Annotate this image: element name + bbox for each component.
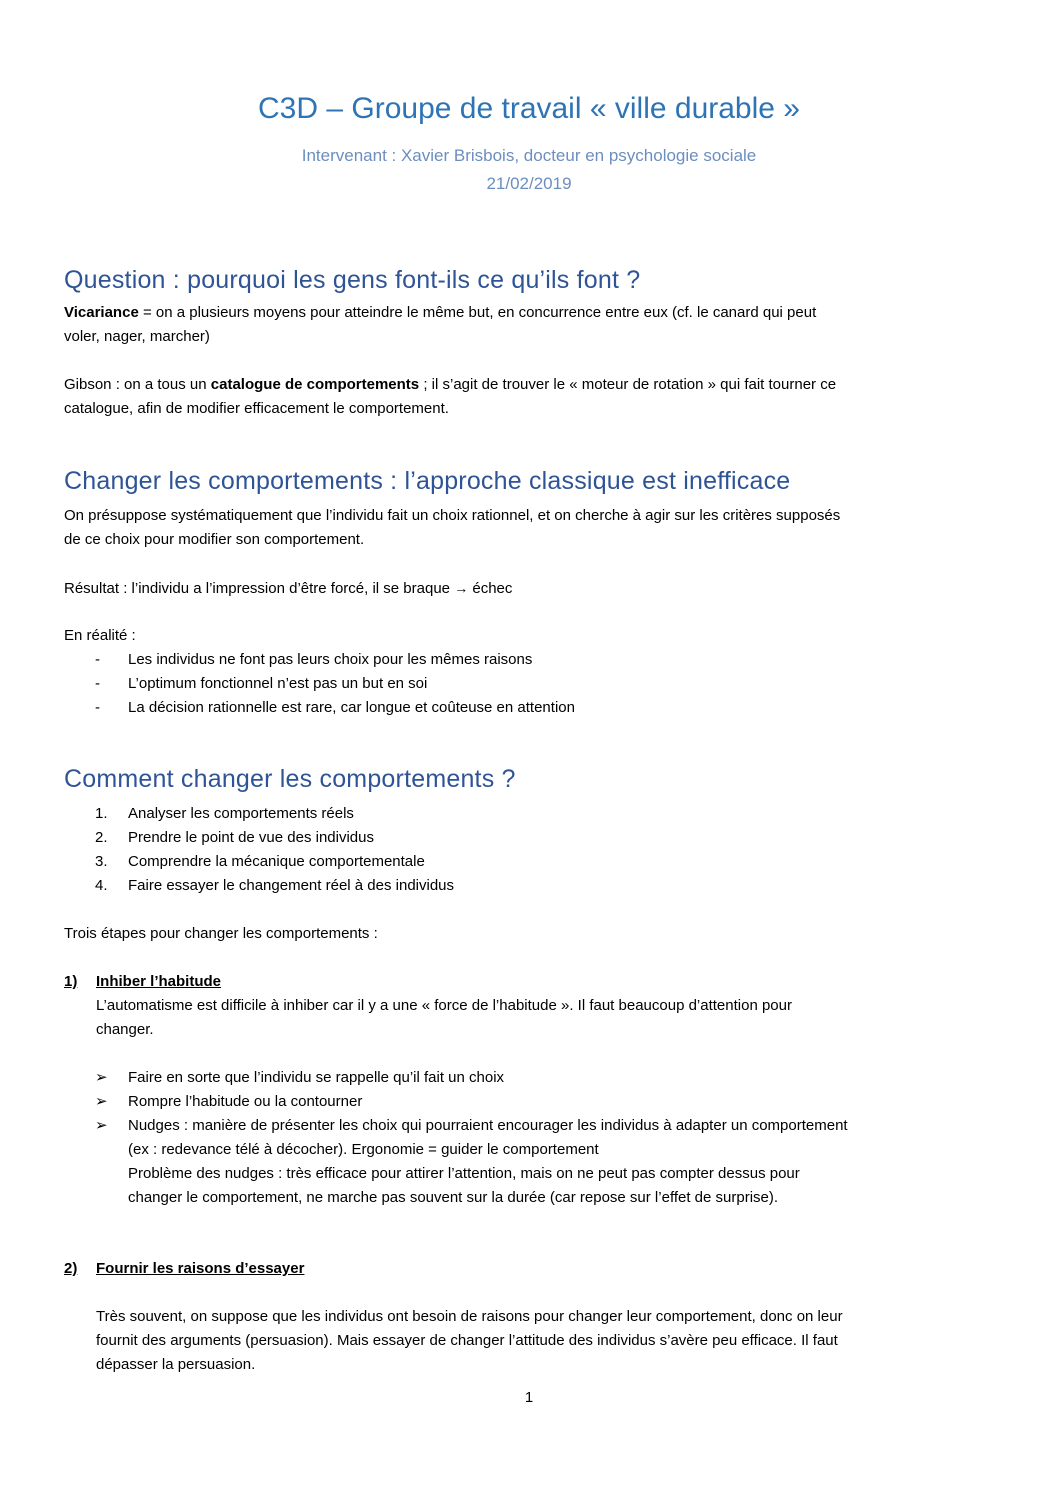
arrow-bullet-icon: ➢ (95, 1093, 108, 1110)
document-title: C3D – Groupe de travail « ville durable » (258, 92, 800, 125)
term-catalogue: catalogue de comportements (210, 376, 420, 393)
paragraph-line: catalogue, afin de modifier efficacement le comportement. (64, 400, 449, 417)
list-item: La décision rationnelle est rare, car longue et coûteuse en attention (128, 699, 575, 716)
list-number: 4. (95, 877, 108, 894)
list-number: 1. (95, 805, 108, 822)
paragraph-line: dépasser la persuasion. (96, 1356, 256, 1373)
paragraph-line: voler, nager, marcher) (64, 328, 210, 345)
section-heading-question: Question : pourquoi les gens font-ils ce qu’ils font ? (64, 266, 641, 294)
term-vicariance: Vicariance (64, 304, 139, 321)
list-item-continuation: Problème des nudges : très efficace pour attirer l’attention, mais on ne peut pas compter dessus pour (128, 1165, 800, 1182)
list-item: Analyser les comportements réels (128, 805, 354, 822)
page-number: 1 (524, 1389, 534, 1406)
subsection-title: Fournir les raisons d’essayer (96, 1260, 305, 1277)
list-item-continuation: changer le comportement, ne marche pas souvent sur la durée (car repose sur l’effet de surprise). (128, 1189, 779, 1206)
list-item: Prendre le point de vue des individus (128, 829, 374, 846)
list-item: Nudges : manière de présenter les choix qui pourraient encourager les individus à adapter un comportement (128, 1117, 848, 1134)
document-date: 21/02/2019 (486, 174, 572, 193)
list-item: Faire essayer le changement réel à des individus (128, 877, 455, 894)
paragraph-line: changer. (96, 1021, 154, 1038)
paragraph-text: = on a plusieurs moyens pour atteindre le même but, en concurrence entre eux (cf. le canard qui peut (138, 304, 817, 321)
arrow-bullet-icon: ➢ (95, 1117, 108, 1134)
bullet-dash-icon: - (95, 699, 100, 716)
list-item: Faire en sorte que l’individu se rappelle qu’il fait un choix (128, 1069, 505, 1086)
paragraph-gibson (64, 373, 994, 397)
subsection-number: 1) (64, 973, 78, 990)
paragraph-line: Trois étapes pour changer les comportements : (64, 925, 378, 942)
paragraph-line: fournit des arguments (persuasion). Mais essayer de changer l’attitude des individus s’avère peu efficace. Il faut (96, 1332, 838, 1349)
paragraph-line: Très souvent, on suppose que les individus ont besoin de raisons pour changer leur comportement, donc on leur (96, 1308, 843, 1325)
paragraph-result (64, 576, 994, 601)
section-heading-how-to-change: Comment changer les comportements ? (64, 765, 516, 793)
paragraph-line: L’automatisme est difficile à inhiber car il y a une « force de l’habitude ». Il faut beaucoup d’attention pour (96, 997, 792, 1014)
paragraph-text: Gibson : on a tous un (64, 376, 211, 393)
speaker-line: Intervenant : Xavier Brisbois, docteur en psychologie sociale (301, 146, 757, 165)
bullet-dash-icon: - (95, 651, 100, 668)
list-item: Rompre l’habitude ou la contourner (128, 1093, 363, 1110)
paragraph-text: Résultat : l’individu a l’impression d’être forcé, il se braque (64, 580, 455, 597)
paragraph-line: de ce choix pour modifier son comportement. (64, 531, 365, 548)
list-item: L’optimum fonctionnel n’est pas un but en soi (128, 675, 428, 692)
list-item: Les individus ne font pas leurs choix pour les mêmes raisons (128, 651, 533, 668)
paragraph-vicariance (64, 301, 994, 325)
paragraph-line: En réalité : (64, 627, 136, 644)
list-number: 2. (95, 829, 108, 846)
section-heading-classic-approach: Changer les comportements : l’approche classique est inefficace (64, 467, 791, 495)
list-item-continuation: (ex : redevance télé à décocher). Ergonomie = guider le comportement (128, 1141, 599, 1158)
arrow-bullet-icon: ➢ (95, 1069, 108, 1086)
subsection-title: Inhiber l’habitude (96, 973, 222, 990)
paragraph-text: échec (468, 580, 513, 597)
list-item: Comprendre la mécanique comportementale (128, 853, 425, 870)
right-arrow-icon: → (454, 580, 469, 596)
list-number: 3. (95, 853, 108, 870)
paragraph-text: ; il s’agit de trouver le « moteur de rotation » qui fait tourner ce (419, 376, 837, 393)
bullet-dash-icon: - (95, 675, 100, 692)
subsection-number: 2) (64, 1260, 78, 1277)
paragraph-line: On présuppose systématiquement que l’individu fait un choix rationnel, et on cherche à agir sur les critères supposés (64, 507, 841, 524)
